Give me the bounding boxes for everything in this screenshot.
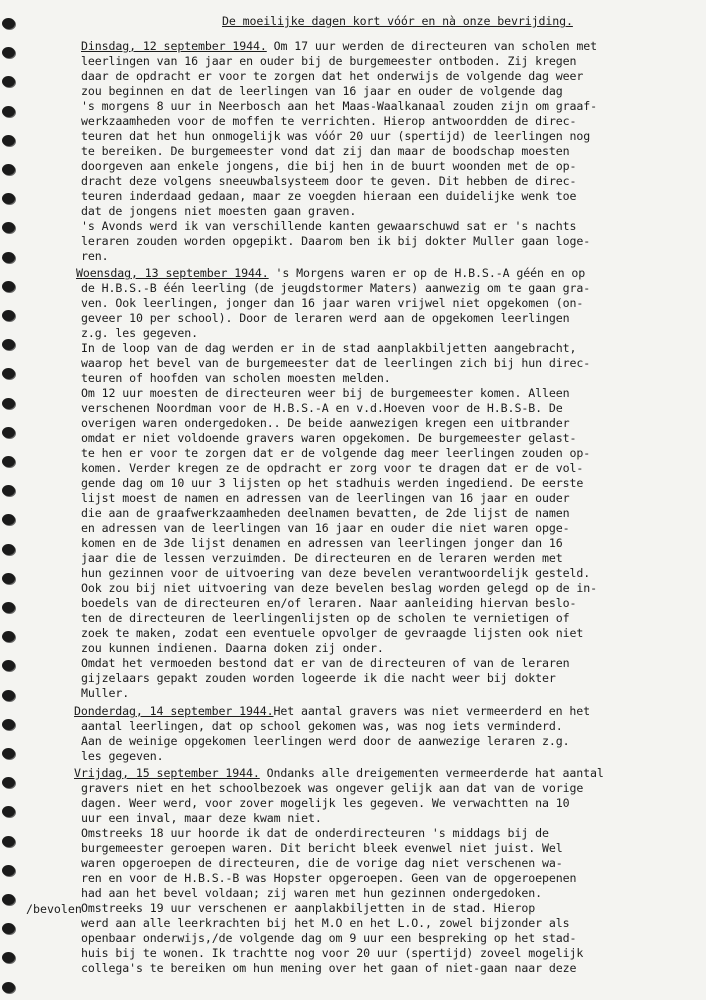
- text-line: [81, 282, 590, 295]
- text-line: [81, 917, 569, 930]
- line-text: en adressen van de leerlingen van 16 jaar en ouder die niet waren opge-: [81, 521, 570, 535]
- line-text: boedels van de directeuren en/of leraren. Naar aanleiding hiervan beslo-: [81, 596, 577, 610]
- text-line: [81, 462, 583, 475]
- line-text: leraren zouden worden opgepikt. Daarom ben ik bij dokter Muller gaan loge-: [81, 234, 591, 248]
- line-text: komen. Verder kregen ze de opdracht er zorg voor te dragen dat er de vol-: [81, 461, 584, 475]
- line-text: te bereiken. De burgemeester vond dat zij dan maar de boodschap moesten: [81, 144, 570, 158]
- line-text: uur een inval, maar deze kwam niet.: [81, 811, 322, 825]
- text-line: [81, 312, 569, 325]
- line-text: te hen er voor te zorgen dat er de volgende dag meer leerlingen zouden op-: [81, 446, 591, 460]
- text-line: [81, 627, 583, 640]
- text-line: [81, 642, 384, 655]
- text-line: [81, 220, 576, 233]
- line-text: had aan het bevel voldaan; zij waren met hun gezinnen ondergedoken.: [81, 886, 542, 900]
- text-line: [81, 537, 563, 550]
- text-line: [81, 947, 583, 960]
- text-line: [76, 267, 585, 280]
- text-line: [81, 657, 569, 670]
- line-text: gravers niet en het schoolbezoek was ongever gelijk aan dat van de vorige: [81, 781, 584, 795]
- line-text: Omstreeks 19 uur verschenen er aanplakbiljetten in de stad. Hierop: [81, 901, 536, 915]
- text-line: [81, 160, 576, 173]
- entry-date: Donderdag, 14 september 1944.: [74, 704, 274, 718]
- line-text: Ook zou bij niet uitvoering van deze bevelen beslag worden gelegd op de in-: [81, 581, 598, 595]
- entry-date: Woensdag, 13 september 1944.: [76, 266, 269, 280]
- line-text: Aan de weinige opgekomen leerlingen werd door de aanwezige leraren z.g.: [81, 734, 570, 748]
- text-line: [81, 100, 597, 113]
- line-text: die aan de graafwerkzaamheden deelnamen bevatten, de 2de lijst de namen: [81, 506, 570, 520]
- line-text: de H.B.S.-B één leerling (de jeugdstormer Maters) aanwezig om te gaan gra-: [81, 281, 591, 295]
- line-text: jaar die de lessen verzuimden. De directeuren en de leraren werden met: [81, 551, 563, 565]
- text-line: [81, 552, 563, 565]
- line-text: Om 17 uur werden de directeuren van scholen met: [266, 39, 598, 53]
- text-line: [81, 40, 597, 53]
- line-text: Om 12 uur moesten de directeuren weer bij de burgemeester komen. Alleen: [81, 386, 570, 400]
- text-line: [81, 612, 569, 625]
- line-text: Omdat het vermoeden bestond dat er van de directeuren of van de leraren: [81, 656, 570, 670]
- text-line: [81, 357, 590, 370]
- entry-date: Dinsdag, 12 september 1944.: [81, 39, 267, 53]
- text-line: [81, 597, 576, 610]
- line-text: Het aantal gravers was niet vermeerderd en het: [273, 704, 591, 718]
- text-line: [81, 387, 569, 400]
- line-text: teuren inderdaad gedaan, maar ze voegden hieraan een duidelijke wenk toe: [81, 189, 577, 203]
- line-text: zou beginnen en dat de leerlingen van 16 jaar en ouder de volgende dag: [81, 84, 563, 98]
- line-text: omdat er niet voldoende gravers waren opgekomen. De burgemeester gelast-: [81, 431, 577, 445]
- text-line: [81, 145, 569, 158]
- text-line: [81, 250, 109, 263]
- line-text: geveer 10 per school). Door de leraren werd aan de opgekomen leerlingen: [81, 311, 570, 325]
- text-line: [81, 672, 556, 685]
- text-line: [81, 190, 576, 203]
- text-line: [81, 297, 583, 310]
- margin-note: /bevolen: [26, 902, 82, 916]
- line-text: ven. Ook leerlingen, jonger dan 16 jaar waren vrijwel niet opgekomen (on-: [81, 296, 584, 310]
- line-text: aantal leerlingen, dat op school gekomen was, was nog iets verminderd.: [81, 719, 563, 733]
- line-text: zou kunnen indienen. Daarna doken zij onder.: [81, 641, 384, 655]
- line-text: In de loop van de dag werden er in de stad aanplakbiljetten aangebracht,: [81, 341, 577, 355]
- text-line: [81, 372, 391, 385]
- line-text: huis bij te wonen. Ik trachtte nog voor 20 uur (spertijd) zoveel mogelijk: [81, 946, 584, 960]
- text-line: [81, 720, 563, 733]
- line-text: leerlingen van 16 jaar en ouder bij de burgemeester ontboden. Zij kregen: [81, 54, 577, 68]
- line-text: 's Morgens waren er op de H.B.S.-A géén en op: [268, 266, 586, 280]
- line-text: komen en de 3de lijst denamen en adressen van leerlingen jonger dan 16: [81, 536, 563, 550]
- text-line: [81, 962, 576, 975]
- line-text: Omstreeks 18 uur hoorde ik dat de onderdirecteuren 's middags bij de: [81, 826, 549, 840]
- text-line: [81, 175, 576, 188]
- text-line: [81, 477, 583, 490]
- line-text: 's Avonds werd ik van verschillende kanten gewaarschuwd sat er 's nachts: [81, 219, 577, 233]
- text-line: [81, 812, 322, 825]
- text-line: [81, 857, 563, 870]
- text-line: [81, 842, 563, 855]
- line-text: werkzaamheden voor de moffen te verrichten. Hierop antwoordden de direc-: [81, 114, 577, 128]
- text-line: [81, 872, 576, 885]
- line-text: daar de opdracht er voor te zorgen dat het onderwijs de volgende dag weer: [81, 69, 584, 83]
- text-line: [81, 750, 164, 763]
- line-text: dracht deze volgens sneeuwbalsysteem door te geven. Dit hebben de direc-: [81, 174, 577, 188]
- text-line: [81, 235, 590, 248]
- text-line: [81, 417, 569, 430]
- line-text: overigen waren ondergedoken.. De beide aanwezigen kregen een uitbrander: [81, 416, 570, 430]
- text-line: [81, 522, 569, 535]
- text-line: [81, 130, 590, 143]
- line-text: teuren of hoofden van scholen moesten melden.: [81, 371, 391, 385]
- text-line: [81, 582, 597, 595]
- line-text: ten de directeuren de leerlingenlijsten op de scholen te vernietigen of: [81, 611, 570, 625]
- text-line: [81, 342, 576, 355]
- text-line: [81, 782, 583, 795]
- entry-date: Vrijdag, 15 september 1944.: [74, 766, 260, 780]
- line-text: Ondanks alle dreigementen vermeerderde hat aantal: [259, 766, 604, 780]
- line-text: zoek te maken, zodat een eventuele opvolger de gevraagde lijsten ook niet: [81, 626, 584, 640]
- text-line: [81, 932, 576, 945]
- line-text: collega's te bereiken om hun mening over het gaan of niet-gaan naar deze: [81, 961, 577, 975]
- text-line: [81, 55, 576, 68]
- line-text: Muller.: [81, 686, 130, 700]
- text-line: [81, 797, 569, 810]
- text-line: [81, 492, 569, 505]
- line-text: gijzelaars gepakt zouden worden logeerde ik die nacht weer bij dokter: [81, 671, 556, 685]
- line-text: teuren dat het hun onmogelijk was vóór 20 uur (spertijd) de leerlingen nog: [81, 129, 591, 143]
- line-text: hun gezinnen voor de uitvoering van deze bevelen verantwoordelijk gesteld.: [81, 566, 591, 580]
- text-line: [81, 70, 583, 83]
- text-line: [81, 567, 590, 580]
- text-line: [81, 902, 535, 915]
- line-text: z.g. les gegeven.: [81, 326, 198, 340]
- line-text: waarop het bevel van de burgemeester dat de leerlingen zich bij hun direc-: [81, 356, 591, 370]
- text-line: [81, 402, 563, 415]
- text-line: [74, 705, 590, 718]
- line-text: gende dag om 10 uur 3 lijsten op het stadhuis werden ingediend. De eerste: [81, 476, 584, 490]
- line-text: dagen. Weer werd, voor zover mogelijk les gegeven. We verwachtten na 10: [81, 796, 570, 810]
- text-line: [81, 327, 198, 340]
- line-text: burgemeester geroepen waren. Dit bericht bleek evenwel niet juist. Wel: [81, 841, 563, 855]
- line-text: werd aan alle leerkrachten bij het M.O en het L.O., zowel bijzonder als: [81, 916, 570, 930]
- line-text: openbaar onderwijs,/de volgende dag om 9 uur een bespreking op het stad-: [81, 931, 577, 945]
- text-line: [81, 205, 356, 218]
- text-line: [74, 767, 604, 780]
- document-title: De moeilijke dagen kort vóór en nà onze bevrijding.: [222, 14, 573, 28]
- line-text: ren en voor de H.B.S.-B was Hopster opgeroepen. Geen van de opgeroepenen: [81, 871, 577, 885]
- text-line: [81, 115, 576, 128]
- text-line: [81, 507, 569, 520]
- line-text: les gegeven.: [81, 749, 164, 763]
- text-line: [81, 447, 590, 460]
- line-text: dat de jongens niet moesten gaan graven.: [81, 204, 357, 218]
- line-text: 's morgens 8 uur in Neerbosch aan het Maas-Waalkanaal zouden zijn om graaf-: [81, 99, 598, 113]
- text-line: [81, 85, 563, 98]
- line-text: doorgeven aan enkele jongens, die bij hen in de buurt woonden met de op-: [81, 159, 577, 173]
- line-text: verschenen Noordman voor de H.B.S.-A en v.d.Hoeven voor de H.B.S-B. De: [81, 401, 563, 415]
- line-text: ren.: [81, 249, 109, 263]
- text-line: [81, 432, 576, 445]
- text-line: [81, 735, 569, 748]
- text-line: [81, 827, 549, 840]
- line-text: lijst moest de namen en adressen van de leerlingen van 16 jaar en ouder: [81, 491, 570, 505]
- line-text: waren opgeroepen de directeuren, die de vorige dag niet verschenen wa-: [81, 856, 563, 870]
- text-line: [81, 687, 129, 700]
- text-line: [81, 887, 542, 900]
